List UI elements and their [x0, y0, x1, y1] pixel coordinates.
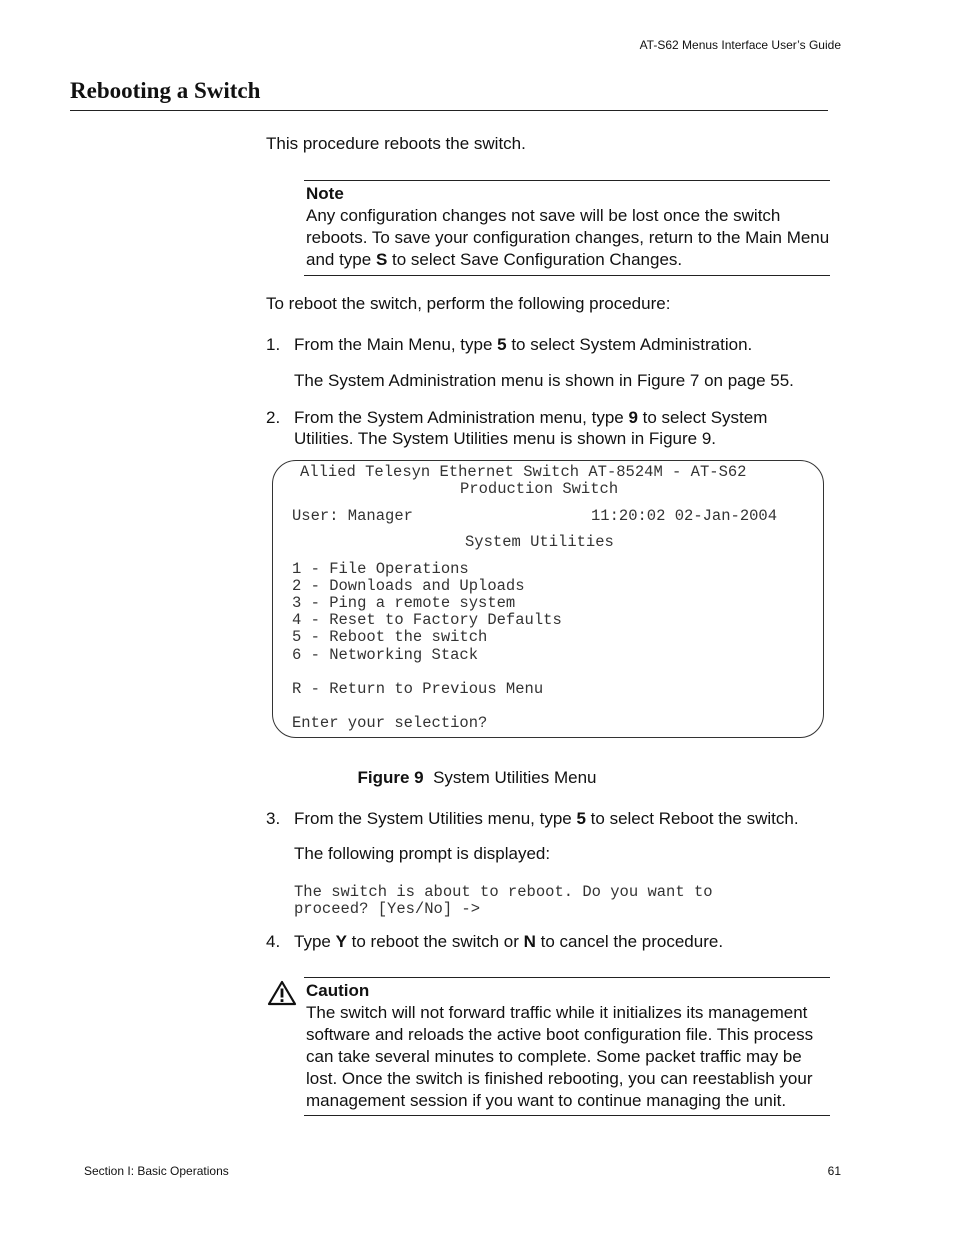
terminal-subtitle: Production Switch — [460, 480, 619, 498]
running-header: AT-S62 Menus Interface User’s Guide — [639, 38, 841, 52]
terminal-user: User: Manager — [292, 507, 413, 525]
warning-icon — [267, 980, 297, 1006]
menu-item: 6 - Networking Stack — [292, 646, 479, 664]
caution-heading: Caution — [306, 981, 370, 1000]
terminal-screen — [272, 460, 824, 738]
step-1-note: The System Administration menu is shown in Figure 7 on page 55. — [294, 371, 794, 390]
note-text: Any configuration changes not save will be lost once the switch reboots. To save your configuration changes, return to the Main Menu and type S to select Save Configuration Changes. — [306, 206, 830, 269]
step-3-note: The following prompt is displayed: — [294, 844, 551, 863]
title-rule — [70, 110, 828, 111]
procedure-intro: To reboot the switch, perform the following procedure: — [266, 294, 671, 313]
menu-item-return: R - Return to Previous Menu — [292, 680, 544, 698]
menu-item: 4 - Reset to Factory Defaults — [292, 611, 562, 629]
section-title: Rebooting a Switch — [70, 78, 261, 103]
step-2-line2: Utilities. The System Utilities menu is shown in Figure 9. — [294, 429, 717, 448]
caution-box — [304, 977, 830, 1116]
reboot-prompt: The switch is about to reboot. Do you want to proceed? [Yes/No] -> — [294, 883, 713, 918]
menu-item: 5 - Reboot the switch — [292, 628, 488, 646]
terminal-menu-title: System Utilities — [465, 533, 614, 551]
menu-item: 1 - File Operations — [292, 560, 469, 578]
intro-text: This procedure reboots the switch. — [266, 134, 526, 153]
caution-text: The switch will not forward traffic while it initializes its management software and reloads the active boot configuration file. This process can take several minutes to complete. Some packet traffic may be lost. Once the switch is finished rebooting, you can reestablish your management session if you want to continue managing the unit. — [306, 1003, 814, 1110]
note-box — [304, 180, 830, 276]
terminal-prompt: Enter your selection? — [292, 714, 488, 732]
terminal-datetime: 11:20:02 02-Jan-2004 — [591, 507, 778, 525]
note-heading: Note — [306, 184, 344, 203]
terminal-title: Allied Telesyn Ethernet Switch AT-8524M - AT-S62 — [300, 463, 747, 481]
menu-item: 3 - Ping a remote system — [292, 594, 516, 612]
footer-section: Section I: Basic Operations — [84, 1164, 229, 1178]
figure-caption: Figure 9 System Utilities Menu — [357, 768, 597, 787]
page-number: 61 — [827, 1164, 841, 1178]
menu-item: 2 - Downloads and Uploads — [292, 577, 525, 595]
